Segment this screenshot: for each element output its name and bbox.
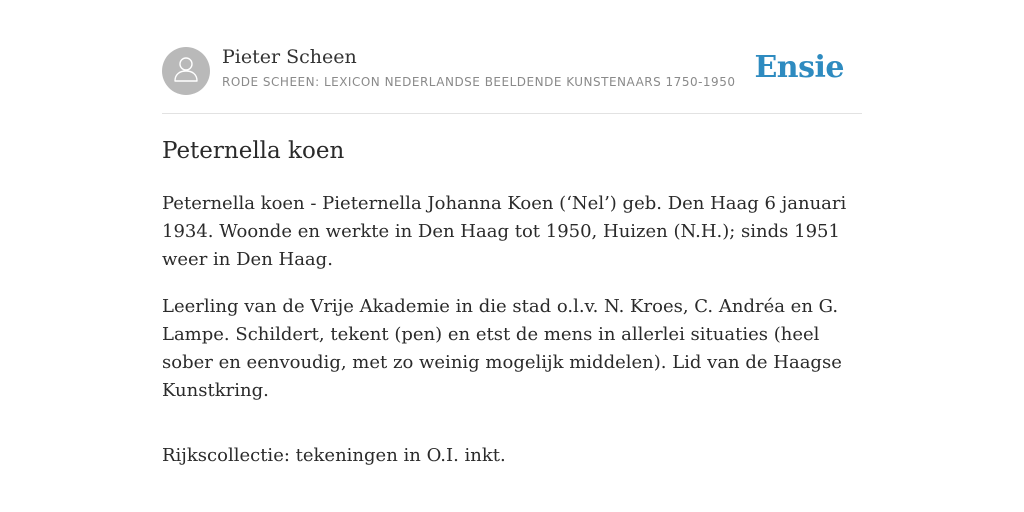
header-divider — [162, 113, 862, 114]
author-avatar[interactable] — [162, 47, 210, 95]
author-name[interactable]: Pieter Scheen — [222, 46, 357, 68]
body-paragraph: Rijkscollectie: tekeningen in O.I. inkt. — [162, 445, 506, 466]
entry-card — [162, 46, 862, 466]
entry-body — [162, 190, 862, 489]
brand-logo[interactable]: Ensie — [754, 50, 844, 85]
body-paragraph: Leerling van de Vrije Akademie in die stad o.l.v. N. Kroes, C. Andréa en G. Lampe. Schildert, tekent (pen) en etst de mens in allerlei situaties (heel sober en eenvoudig, met zo weinig mogelijk middelen). Lid van de Haagse Kunstkring. — [162, 296, 842, 401]
user-icon — [171, 54, 201, 88]
body-paragraph: Peternella koen - Pieternella Johanna Koen (‘Nel’) geb. Den Haag 6 januari 1934. Woonde en werkte in Den Haag tot 1950, Huizen (N.H.); sinds 1951 weer in Den Haag. — [162, 193, 847, 270]
entry-title: Peternella koen — [162, 138, 345, 164]
entry-header — [162, 46, 862, 96]
source-title[interactable]: RODE SCHEEN: LEXICON NEDERLANDSE BEELDENDE KUNSTENAARS 1750-1950 — [222, 75, 736, 89]
